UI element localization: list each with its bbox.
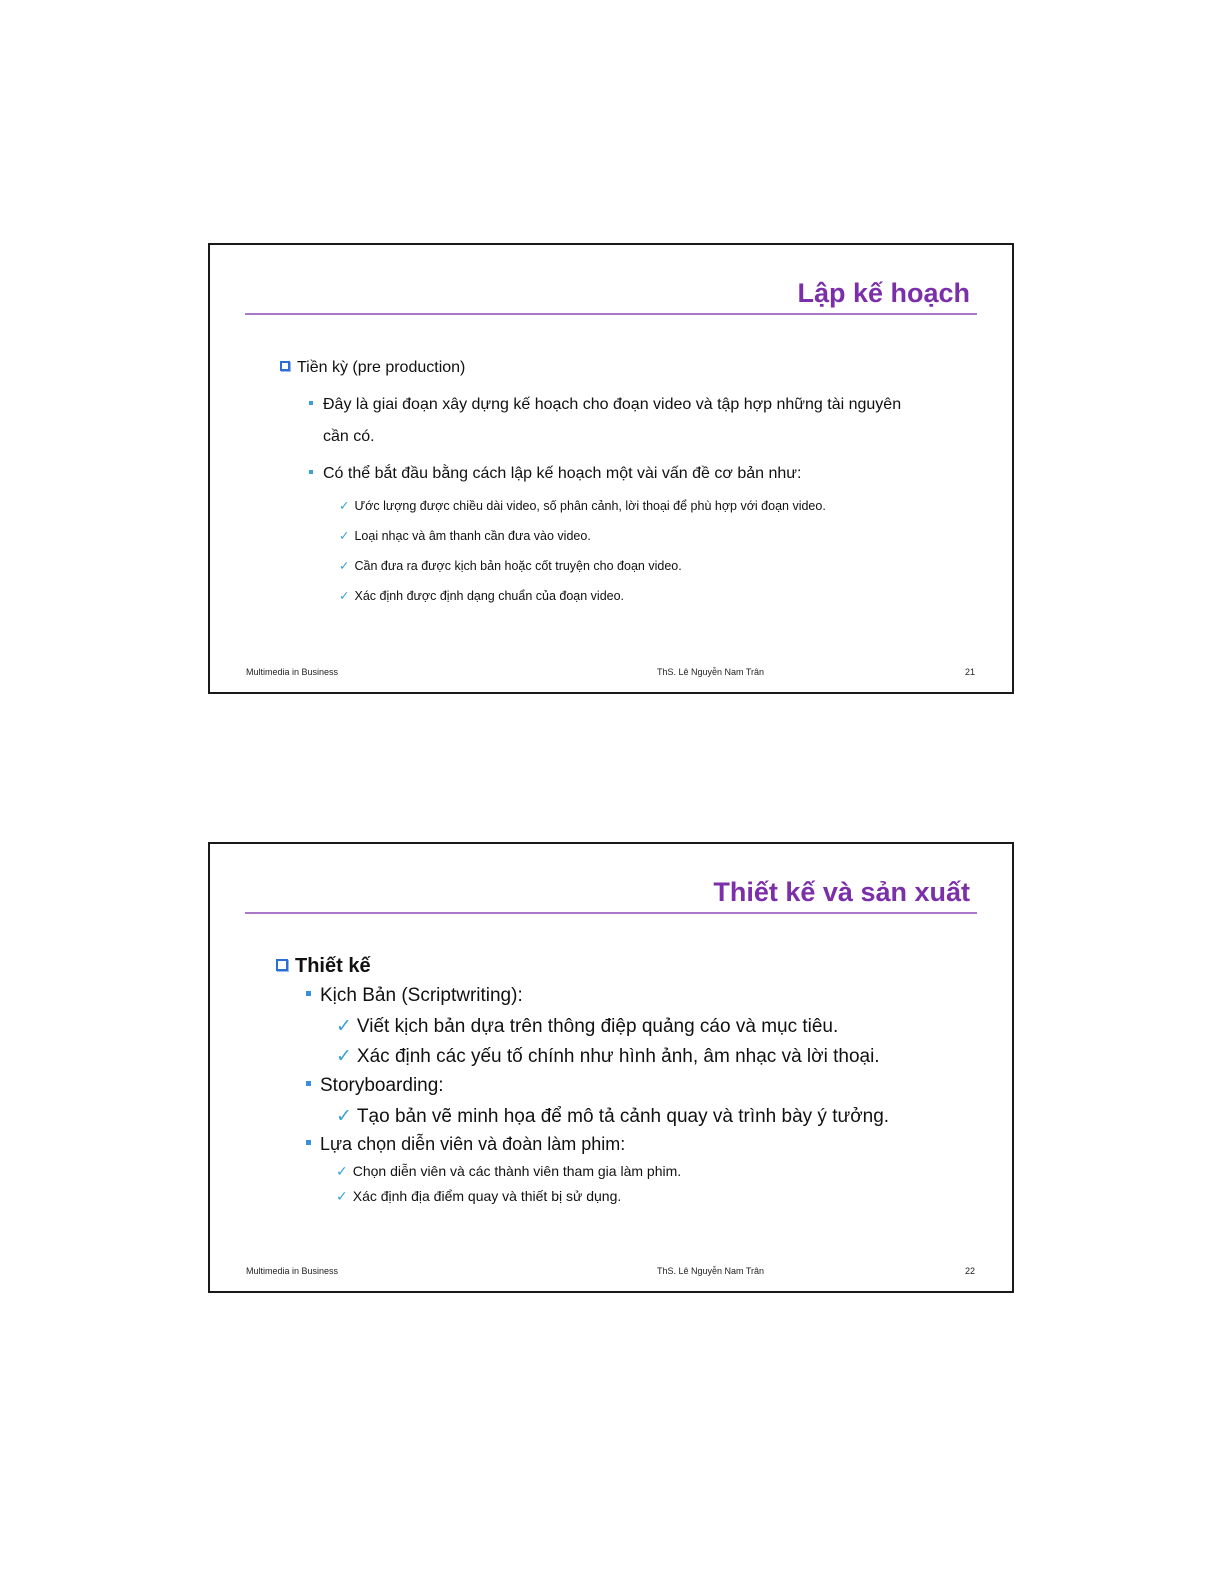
footer-author: ThS. Lê Nguyễn Nam Trân [657,1266,765,1276]
check-item [339,588,624,603]
list-item-text: Lựa chọn diễn viên và đoàn làm phim: [320,1134,626,1154]
footer-author: ThS. Lê Nguyễn Nam Trân [657,667,765,677]
check-item-text: Chọn diễn viên và các thành viên tham gia làm phim. [352,1163,682,1179]
checkmark-icon: ✓ [339,588,350,603]
footer-course: Multimedia in Business [246,667,339,677]
section-heading-text: Thiết kế [295,955,371,977]
dot-bullet-icon [309,470,313,474]
check-item-text: Cần đưa ra được kịch bản hoặc cốt truyện cho đoạn video. [354,559,682,573]
list-item [306,985,523,1007]
checkmark-icon: ✓ [336,1189,348,1205]
check-item [339,498,826,513]
square-bullet-icon [280,361,290,371]
square-dot-bullet-icon [306,1140,311,1145]
list-item [309,465,801,483]
checkmark-icon: ✓ [339,528,350,543]
list-item-text: Kịch Bản (Scriptwriting): [320,985,523,1006]
check-item-text: Xác định địa điểm quay và thiết bị sử dụng. [352,1188,622,1204]
title-divider [245,313,977,315]
check-item [336,1045,880,1068]
checkmark-icon: ✓ [336,1105,352,1127]
check-item [336,1163,681,1180]
footer-course: Multimedia in Business [246,1266,339,1276]
slide-title: Lập kế hoạch [797,278,970,308]
checkmark-icon: ✓ [339,558,350,573]
square-dot-bullet-icon [306,991,311,996]
section-heading-text: Tiền kỳ (pre production) [297,359,466,376]
checkmark-icon: ✓ [336,1164,348,1180]
list-item [309,396,901,414]
check-item-text: Viết kịch bản dựa trên thông điệp quảng cáo và mục tiêu. [356,1016,839,1037]
slide-22 [208,842,1014,1293]
page-number: 22 [964,1266,975,1276]
check-item [339,558,682,573]
square-bullet-icon [276,959,288,971]
section-heading [280,359,465,377]
check-item [336,1105,889,1128]
checkmark-icon: ✓ [336,1045,352,1067]
check-item [336,1188,621,1205]
page-number: 21 [964,667,975,677]
checkmark-icon: ✓ [336,1015,352,1037]
check-item [339,528,591,543]
dot-bullet-icon [309,401,313,405]
check-item-text: Xác định các yếu tố chính như hình ảnh, âm nhạc và lời thoại. [356,1046,880,1067]
check-item-text: Ước lượng được chiều dài video, số phân cảnh, lời thoại để phù hợp với đoạn video. [354,499,826,513]
list-item-text: Có thể bắt đầu bằng cách lập kế hoạch một vài vấn đề cơ bản như: [323,465,802,482]
section-heading [276,955,371,978]
check-item-text: Loại nhạc và âm thanh cần đưa vào video. [354,529,591,543]
title-divider [245,912,977,914]
list-item-continuation: cần có. [323,428,375,445]
check-item-text: Xác định được định dạng chuẩn của đoạn video. [354,589,625,603]
checkmark-icon: ✓ [339,498,350,513]
check-item [336,1015,838,1038]
slide-title: Thiết kế và sản xuất [713,877,970,907]
square-dot-bullet-icon [306,1081,311,1086]
list-item-text: Storyboarding: [320,1075,444,1096]
check-item-text: Tạo bản vẽ minh họa để mô tả cảnh quay và trình bày ý tưởng. [356,1106,890,1127]
list-item [306,1134,625,1155]
list-item [306,1075,444,1097]
list-item-text: Đây là giai đoạn xây dựng kế hoạch cho đoạn video và tập hợp những tài nguyên [323,396,902,413]
slide-21 [208,243,1014,694]
